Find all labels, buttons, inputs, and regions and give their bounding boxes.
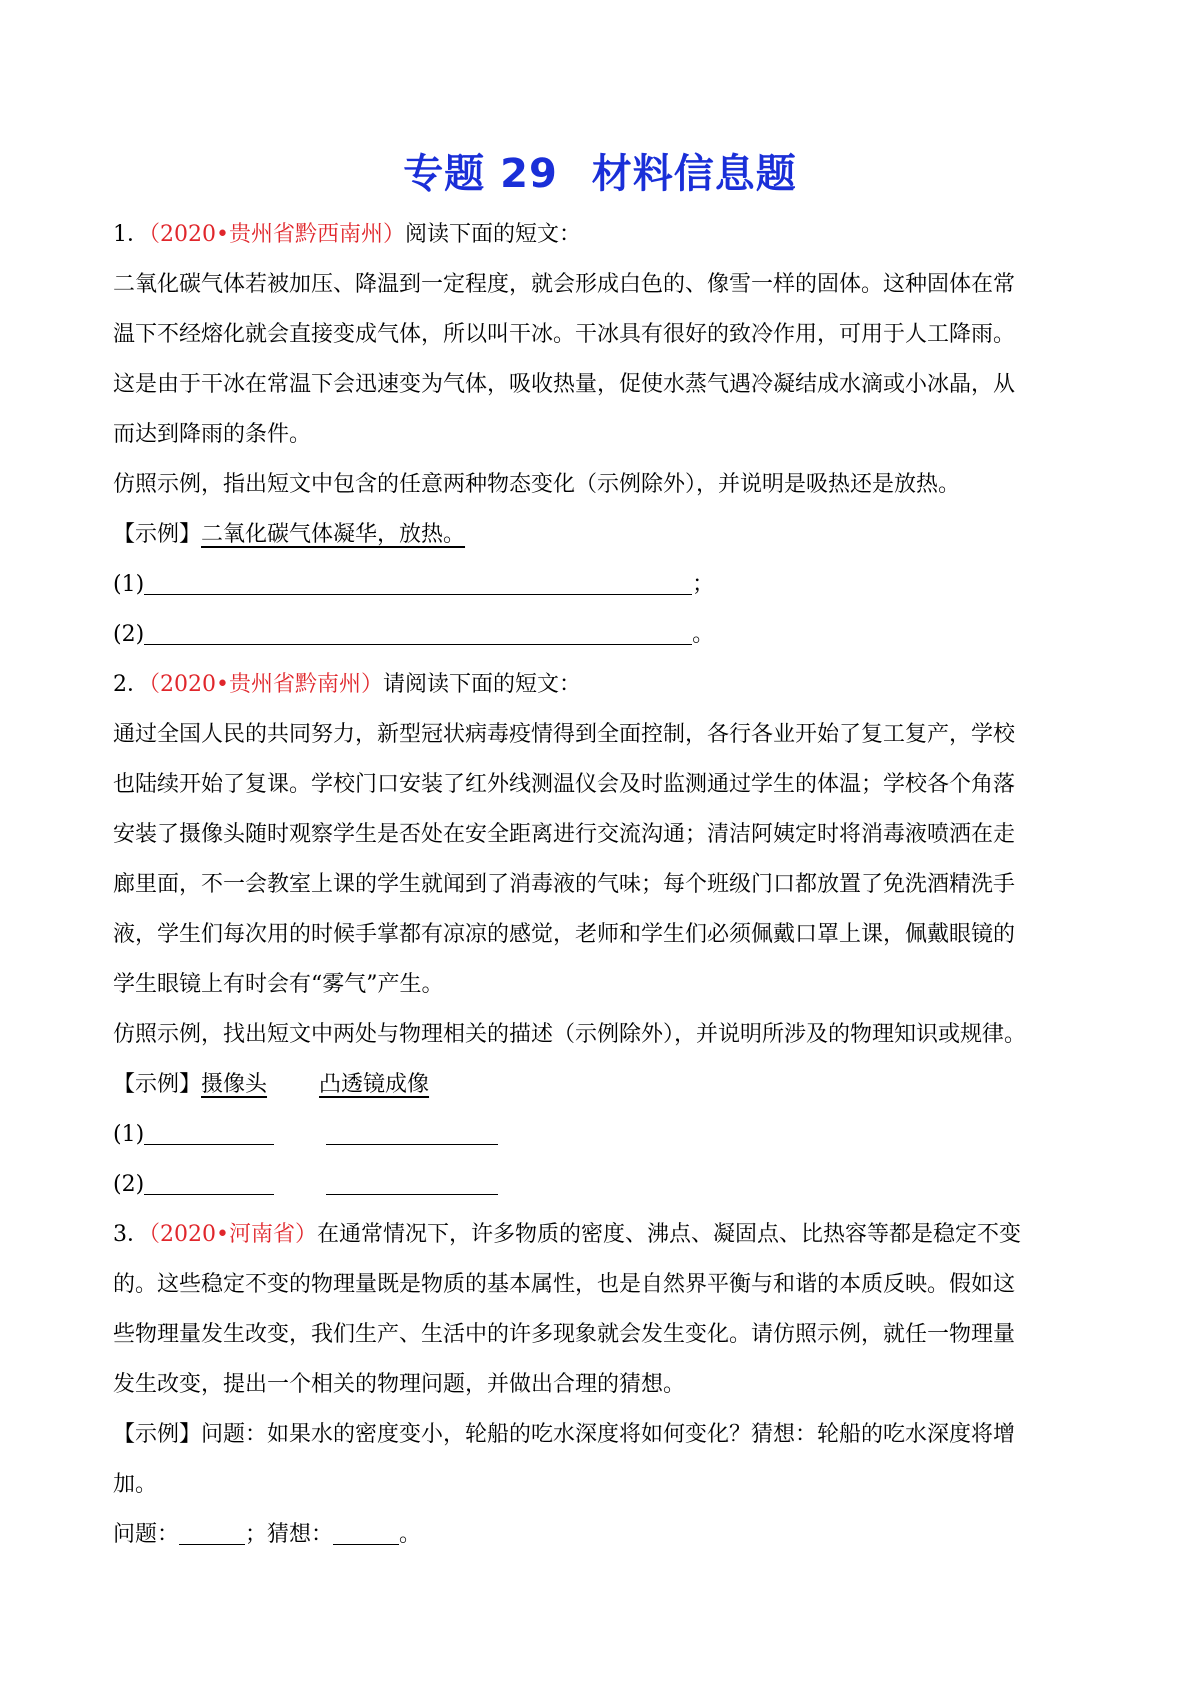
q1-answer-1-end: ； xyxy=(692,572,715,597)
q2-example xyxy=(113,1060,1098,1110)
question-2 xyxy=(113,660,1098,1210)
q3-passage-first: 在通常情况下，许多物质的密度、沸点、凝固点、比热容等都是稳定不变 xyxy=(316,1222,1021,1247)
q2-passage-line: 液，学生们每次用的时候手掌都有凉凉的感觉，老师和学生们必须佩戴口罩上课，佩戴眼镜的 xyxy=(113,922,1016,947)
q1-example-text: 二氧化碳气体凝华，放热。 xyxy=(201,522,466,547)
q2-answer-2-desc-blank[interactable] xyxy=(144,1164,274,1195)
q2-header xyxy=(113,660,1098,710)
q2-intro: 请阅读下面的短文： xyxy=(382,672,581,697)
title-number: 29 xyxy=(500,151,558,197)
q2-instruction: 仿照示例，找出短文中两处与物理相关的描述（示例除外），并说明所涉及的物理知识或规律。 xyxy=(113,1022,1027,1047)
q3-answer-sep: ；猜想： xyxy=(245,1522,334,1547)
title-prefix: 专题 xyxy=(403,151,486,197)
q3-example-label: 【示例】 xyxy=(113,1422,202,1447)
q3-answer-question-blank[interactable] xyxy=(179,1514,245,1545)
q2-answer-2-law-blank[interactable] xyxy=(326,1164,498,1195)
title-name: 材料信息题 xyxy=(591,151,797,197)
q3-passage-line: 发生改变，提出一个相关的物理问题，并做出合理的猜想。 xyxy=(113,1372,686,1397)
q1-answer-2 xyxy=(113,610,1098,660)
q1-source: （2020•贵州省黔西南州） xyxy=(149,222,405,247)
q1-passage-line: 这是由于干冰在常温下会迅速变为气体，吸收热量，促使水蒸气遇冷凝结成水滴或小冰晶，从 xyxy=(113,372,1016,397)
q2-passage-line: 廊里面，不一会教室上课的学生就闻到了消毒液的气味；每个班级门口都放置了免洗酒精洗手 xyxy=(113,872,1016,897)
q2-answer-1-law-blank[interactable] xyxy=(326,1114,498,1145)
q3-answer xyxy=(113,1510,1098,1560)
q2-answer-2 xyxy=(113,1160,1098,1210)
q3-number: 3． xyxy=(113,1222,149,1247)
q2-example-desc: 摄像头 xyxy=(201,1072,268,1097)
q2-passage-line: 安装了摄像头随时观察学生是否处在安全距离进行交流沟通；清洁阿姨定时将消毒液喷洒在走 xyxy=(113,822,1016,847)
q2-answer-1 xyxy=(113,1110,1098,1160)
q1-answer-2-label: (2) xyxy=(113,622,145,647)
q2-passage-line: 也陆续开始了复课。学校门口安装了红外线测温仪会及时监测通过学生的体温；学校各个角落 xyxy=(113,772,1016,797)
q1-intro: 阅读下面的短文： xyxy=(404,222,581,247)
q1-header xyxy=(113,210,1098,260)
q2-passage-line: 通过全国人民的共同努力，新型冠状病毒疫情得到全面控制，各行各业开始了复工复产，学校 xyxy=(113,722,1016,747)
q2-answer-2-label: (2) xyxy=(113,1172,145,1197)
q1-passage-line: 温下不经熔化就会直接变成气体，所以叫干冰。干冰具有很好的致冷作用，可用于人工降雨。 xyxy=(113,322,1016,347)
question-3 xyxy=(113,1210,1098,1560)
q2-passage-line: 学生眼镜上有时会有“雾气”产生。 xyxy=(113,972,444,997)
q3-passage-line: 的。这些稳定不变的物理量既是物质的基本属性，也是自然界平衡与和谐的本质反映。假如这 xyxy=(113,1272,1016,1297)
q1-example xyxy=(113,510,1098,560)
q2-example-law: 凸透镜成像 xyxy=(319,1072,430,1097)
q3-source: （2020•河南省） xyxy=(149,1222,317,1247)
q1-answer-1-blank[interactable] xyxy=(144,564,692,595)
q2-number: 2． xyxy=(113,672,149,697)
q3-header xyxy=(113,1210,1098,1260)
q3-answer-end: 。 xyxy=(399,1522,422,1547)
question-1 xyxy=(113,210,1098,660)
q3-example-line: 加。 xyxy=(113,1472,158,1497)
q3-answer-question-label: 问题： xyxy=(113,1522,180,1547)
question-list xyxy=(113,210,1098,1560)
q2-example-label: 【示例】 xyxy=(113,1072,202,1097)
q1-answer-2-end: 。 xyxy=(692,622,715,647)
q3-example xyxy=(113,1410,1098,1460)
q2-answer-1-desc-blank[interactable] xyxy=(144,1114,274,1145)
q1-example-label: 【示例】 xyxy=(113,522,202,547)
q1-answer-1-label: (1) xyxy=(113,572,145,597)
q1-passage-line: 而达到降雨的条件。 xyxy=(113,422,312,447)
q1-number: 1． xyxy=(113,222,149,247)
q3-example-line: 问题：如果水的密度变小，轮船的吃水深度将如何变化？猜想：轮船的吃水深度将增 xyxy=(201,1422,1016,1447)
q2-source: （2020•贵州省黔南州） xyxy=(149,672,383,697)
q1-answer-2-blank[interactable] xyxy=(144,614,692,645)
q3-answer-guess-blank[interactable] xyxy=(333,1514,399,1545)
q1-passage-line: 二氧化碳气体若被加压、降温到一定程度，就会形成白色的、像雪一样的固体。这种固体在常 xyxy=(113,272,1016,297)
page-title xyxy=(0,146,1200,202)
q3-passage-line: 些物理量发生改变，我们生产、生活中的许多现象就会发生变化。请仿照示例，就任一物理量 xyxy=(113,1322,1016,1347)
q1-answer-1 xyxy=(113,560,1098,610)
q1-instruction: 仿照示例，指出短文中包含的任意两种物态变化（示例除外），并说明是吸热还是放热。 xyxy=(113,472,961,497)
q2-answer-1-label: (1) xyxy=(113,1122,145,1147)
